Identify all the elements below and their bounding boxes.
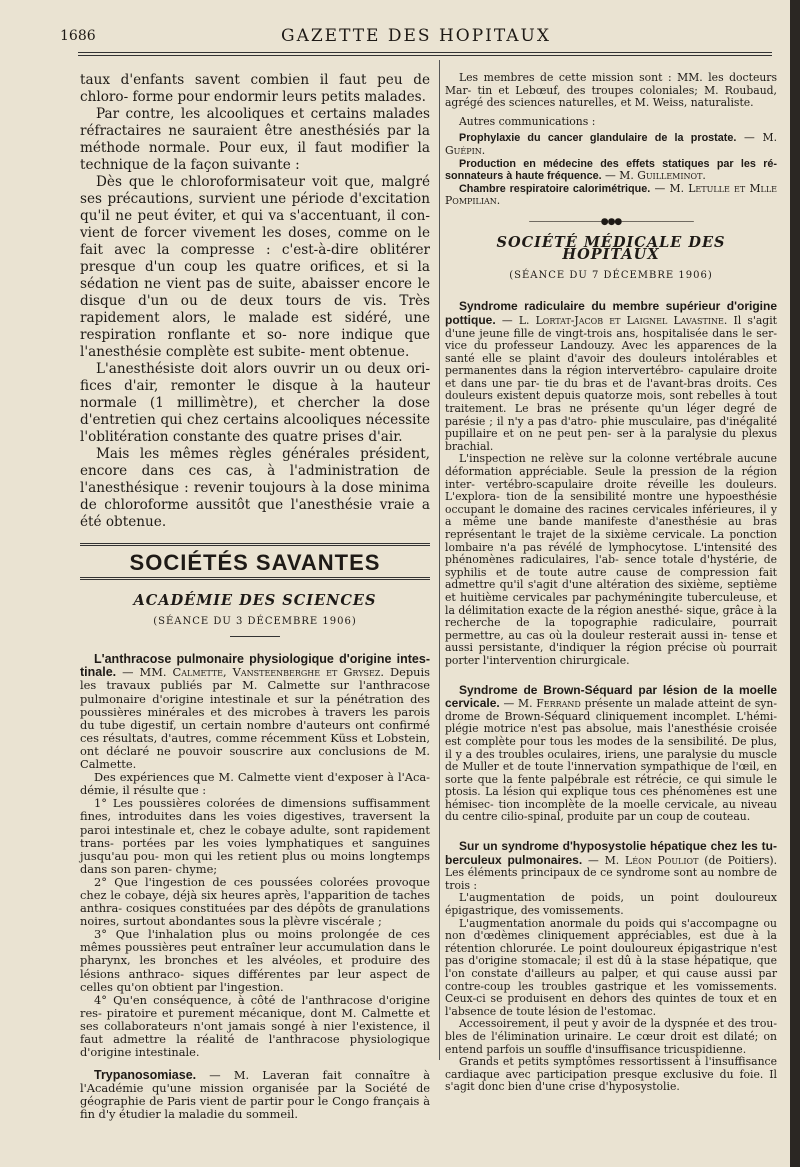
communication-2 [445,158,777,183]
comm3-author: — M. Letulle et Mlle Pompilian. [445,181,777,208]
other-communications: Autres communications : [459,114,596,128]
art2-authors: — M. Ferrand [499,697,581,711]
journal-title: GAZETTE DES HOPITAUX [280,26,551,46]
art3-paragraph: Grands et petits symptômes ressortissent à l'insuffisance cardiaque avec participation presque exclusive du foie. Il s'agit donc bien d'une crise d'hyposystolie. [445,1055,777,1094]
society-heading: SOCIÉTÉ MÉDICALE DES HOPITAUX [496,233,726,264]
trypano-title: Trypanosomiase. [94,1068,197,1083]
section-divider-top [80,543,430,546]
anthracose-title: L'anthracose pulmonaire physiologique d'origine intes- tinale. [80,652,430,680]
comm2-author: — M. Guilleminot. [601,169,706,183]
anthracose-paragraph: 1° Les poussières colorées de dimensions suffisamment fines, introduites dans les voies digestives, traversent la paroi intestinale et, chez le cobaye adulte, sont rapidement trans- portées par les voies lymphatiques et sanguines jusqu'au pou- mon qui les retient plus ou moins longtemps dans son paren- chyme; [80,796,430,876]
anthracose-article [80,653,430,771]
intro-paragraph-3: Dès que le chloroformisateur voit que, malgré ses précautions, survient une période d'excitation qu'il ne peut éviter, et qui va s'accentuant, il con- vient de forcer vivement les doses, comme on le fait avec la compresse : c'est-à-dire oblitérer presque d'un coup les quatre orifices, et si la sédation ne vient pas de suite, abaisser encore le disque d'un ou de deux tours de vis. Très rapidement alors, le malade est sidéré, une respiration ronflante et so- nore indique que l'anesthésie complète est subite- ment obtenue. [80,174,430,360]
article-3 [445,840,777,892]
header-rule-2 [78,55,772,56]
art2-title: Syndrome de Brown-Séquard par lésion de la moelle cervicale. [445,682,777,711]
art3-paragraph: L'augmentation de poids, un point douloureux épigastrique, des vomissements. [445,891,777,918]
trypano-body: — M. Laveran fait connaître à l'Académie qu'une mission organisée par la Société de géographie de Paris vient de partir pour le Congo français à fin d'y étudier la maladie du sommeil. [80,1068,430,1122]
trypano-article [80,1069,430,1121]
ornament-divider: —————————●●●————————— [528,216,694,227]
academy-session: (SÉANCE DU 3 DÉCEMBRE 1906) [153,616,357,628]
section-title: SOCIÉTÉS SAVANTES [129,550,381,575]
right-column [445,72,777,1094]
header-rule [78,52,772,53]
art3-authors: — M. Léon Pouliot [582,853,699,867]
communication-3 [445,183,777,208]
art1-title: Syndrome radiculaire du membre supérieur d'origine pottique. [445,299,777,327]
art1-authors: — L. Lortat-Jacob et Laignel Lavastine. [495,313,728,327]
intro-paragraph-2: Par contre, les alcooliques et certains malades réfractaires ne sauraient être anesthésiés par la méthode normale. Pour eux, il faut modifier la technique de la façon suivante : [80,106,430,173]
intro-paragraph-4: L'anesthésiste doit alors ouvrir un ou deux ori- fices d'air, remonter le disque à la hauteur normale (1 millimètre), et chercher la dose d'entretien qui chez certains alcooliques nécessite l'oblitération constante des quatre prises d'air. [80,361,430,445]
comm1-title: Prophylaxie du cancer glandulaire de la prostate. [459,132,737,145]
section-divider-bottom [80,577,430,580]
art3-paragraph: L'augmentation anormale du poids qui s'accompagne ou non d'œdèmes cliniquement appréciables, est due à la rétention chlorurée. Le point douloureux épigastrique n'est pas d'origine stomacale; il est dû à la stase hépatique, que l'on constate d'ailleurs au palper, et qui cause aussi par contre-coup les troubles gastrique et les vomissements. Ceux-ci se produisent en dehors des quintes de toux et en l'absence de toute lésion de l'estomac. [445,916,777,1018]
art3-paragraph: Accessoirement, il peut y avoir de la dyspnée et des trou- bles de l'élimination urinaire. Le cœur droit est dilaté; on entend parfois un souffle d'insuffisance tricuspidienne. [445,1017,777,1056]
column-separator [439,60,440,1060]
anthracose-body: Depuis les travaux publiés par M. Calmette sur l'anthracose pulmonaire d'origine intestinale et sur la pénétration des poussières minérales et des microbes à travers les parois du tube digestif, un certain nombre d'auteurs ont confirmé ces résultats, d'autres, comme récemment Küss et Lobstein, ont déclaré ne pouvoir souscrire aux conclusions de M. Calmette. [80,665,430,772]
communication-1 [445,132,777,157]
page-header [60,26,772,50]
art3-body: (de Poitiers). Les éléments principaux de ce syndrome sont au nombre de trois : [445,853,778,892]
article-2 [445,684,777,825]
mission-paragraph: Les membres de cette mission sont : MM. les docteurs Mar- tin et Lebœuf, des troupes coloniales; M. Roubaud, agrégé des sciences naturelles, et M. Weiss, naturaliste. [445,71,777,110]
anthracose-authors: — MM. Calmette, Vansteenberghe et Grysez. [116,665,384,680]
comm1-author: — M. Guépin. [445,131,777,157]
art3-title: Sur un syndrome d'hyposystolie hépatique chez les tu- berculeux pulmonaires. [445,839,777,867]
anthracose-paragraph: Des expériences que M. Calmette vient d'exposer à l'Aca- démie, il résulte que : [80,770,430,798]
short-rule [230,636,280,637]
page-edge [790,0,800,1167]
page-number: 1686 [60,28,96,44]
intro-paragraph-5: Mais les mêmes règles générales président, encore dans ces cas, à l'administration de l'anesthésique : revenir toujours à la dose minima de chloroforme aussitôt que l'anesthésie vraie a été obtenue. [80,446,430,530]
left-column [80,72,430,1122]
anthracose-paragraph: 3° Que l'inhalation plus ou moins prolongée de ces mêmes poussières peut entraîner leur accumulation dans le pharynx, les bronches et les alvéoles, et produire des lésions anthraco- siques différentes par leur aspect de celles qu'on obtient par l'ingestion. [80,927,430,994]
society-session: (SÉANCE DU 7 DÉCEMBRE 1906) [509,269,713,281]
academy-heading: ACADÉMIE DES SCIENCES [133,592,377,610]
intro-paragraph-1: taux d'enfants savent combien il faut peu de chloro- forme pour endormir leurs petits malades. [80,72,430,105]
comm3-title: Chambre respiratoire calorimétrique. [459,182,651,195]
comm2-title: Production en médecine des effets statiques par les ré- sonnateurs à haute fréquence. [445,157,777,183]
anthracose-paragraph: 2° Que l'ingestion de ces poussées colorées provoque chez le cobaye, déjà six heures après, l'apparition de taches anthra- cosiques constituées par des dépôts de granulations noires, surtout abondantes sous la plèvre viscérale ; [80,874,430,929]
art1-paragraph-2: L'inspection ne relève sur la colonne vertébrale aucune déformation appréciable. Seule la pression de la région inter- vertébro-scapulaire droite réveille les douleurs. L'explora- tion de la sensibilité montre une hypoesthésie occupant le domaine des racines cervicales inférieures, il y a même une bande manifeste d'anesthésie au bras représentant le trajet de la sixième cervicale. La ponction lombaire n'a pas révélé de lymphocytose. L'intensité des phénomènes radiculaires, l'ab- sence totale d'hystérie, de syphilis et de toute autre cause de compression fait admettre qu'il s'agit d'une altération des sixième, septième et huitième cervicales par pachyméningite tuberculeuse, et la délimitation exacte de la région anesthé- sique, grâce à la recherche de la topographie radiculaire, pourrait permettre, au cas où la douleur resterait aussi in- tense et aussi persistante, d'indiquer la région précise où pourrait porter l'intervention chirurgicale. [445,452,777,667]
art1-body: Il s'agit d'une jeune fille de vingt-trois ans, hospitalisée dans le ser- vice du professeur Landouzy. Avec les apparences de la santé elle se plaint d'avoir des douleurs intolérables et permanentes dans la région intervertébro- capulaire droite et dans une par- tie du bras et de l'avant-bras droits. Ces douleurs existent depuis quatorze mois, sont rebelles à tout traitement. Le bras ne présente qu'un léger degré de parésie ; il n'y a pas d'atro- phie musculaire, pas d'inégalité pupillaire et on ne peut pen- ser à la paralysie du plexus brachial. [445,313,778,453]
anthracose-paragraph: 4° Qu'en conséquence, à côté de l'anthracose d'origine res- piratoire et purement mécanique, dont M. Calmette et ses collaborateurs n'ont jamais songé à nier l'existence, il faut admettre la réalité de l'anthracose physiologique d'origine intestinale. [80,992,430,1060]
article-1 [445,300,777,453]
art2-body: présente un malade atteint de syn- drome de Brown-Séquard cliniquement incomplet. L'hémi- plégie motrice n'est pas absolue, mais l'anesthésie croisée est complète pour tous les modes de la sensibilité. De plus, il y a des troubles oculaires, iriens, une paralysie du muscle de Muller et de toute l'innervation sympathique de l'œil, en sorte que la fente palpébrale est rétrécie, ce qui simule le ptosis. La lésion qui explique tous ces phénomènes est une hémisec- tion incomplète de la moelle cervicale, au niveau du centre cilio-spinal, produite par un coup de couteau. [445,697,778,824]
